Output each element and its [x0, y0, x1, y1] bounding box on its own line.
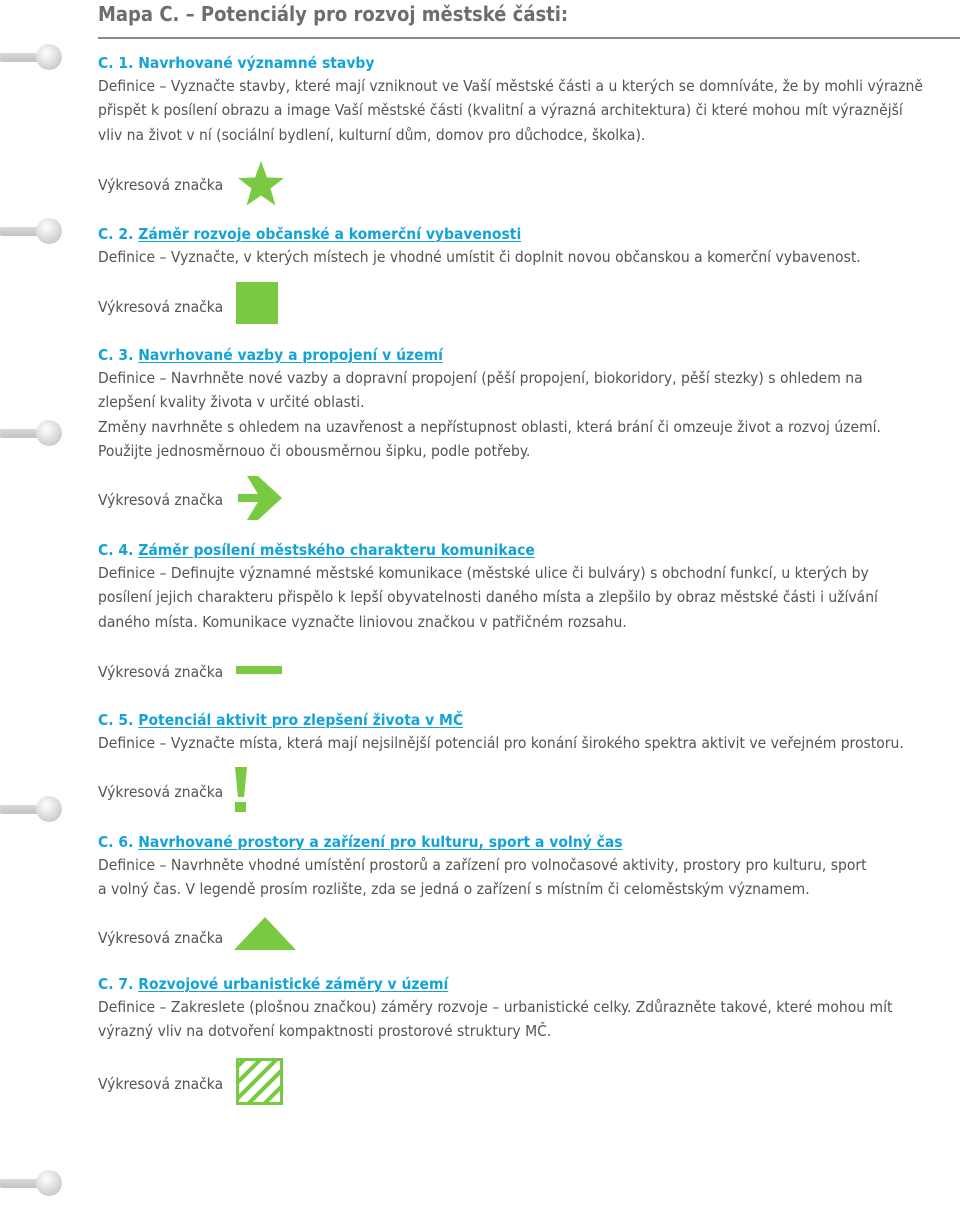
section-title: [98, 831, 960, 853]
section-definition: [98, 995, 960, 1044]
section-c2: [98, 223, 960, 269]
definition-line: daného místa. Komunikace vyznačte liniovou značkou v patřičném rozsahu.: [98, 612, 627, 631]
section-title: [98, 52, 960, 74]
star-icon: [236, 160, 286, 208]
line-icon: [236, 666, 284, 676]
definition-line: Použijte jednosměrnouo či obousměrnou šipku, podle potřeby.: [98, 442, 531, 461]
section-title: [98, 709, 960, 731]
section-definition: [98, 731, 960, 755]
binder-ring-icon: [0, 1170, 64, 1196]
definition-line: posílení jejich charakteru přispělo k lepší obyvatelnosti daného místa a zlepšilo by obraz městské části i užívání: [98, 588, 878, 607]
definition-line: Definice – Navrhněte nové vazby a dopravní propojení (pěší propojení, biokoridory, pěší stezky) s ohledem na: [98, 369, 863, 387]
triangle-icon: [234, 916, 298, 952]
section-title: [98, 973, 960, 995]
section-name: Potenciál aktivit pro zlepšení života v MČ: [138, 711, 464, 729]
definition-line: Definice – Definujte významné městské komunikace (městské ulice či bulváry) s obchodní funkcí, u kterých by: [98, 564, 869, 582]
section-c5: [98, 709, 960, 755]
definition-line: Definice – Navrhněte vhodné umístění prostorů a zařízení pro volnočasové aktivity, prostory pro kulturu, sport: [98, 856, 867, 874]
section-number: C. 2.: [98, 225, 134, 243]
definition-line: Definice – Vyznačte místa, která mají nejsilnější potenciál pro konání širokého spektra aktivit ve veřejném prostoru.: [98, 734, 904, 752]
section-c6: [98, 831, 960, 902]
section-c4: [98, 539, 960, 634]
exclamation-icon: [232, 766, 252, 814]
section-c1: [98, 52, 960, 147]
definition-line: zlepšení kvality života v určité oblasti.: [98, 393, 365, 412]
symbol-label: Výkresová značka: [98, 298, 224, 316]
symbol-label: Výkresová značka: [98, 1075, 224, 1093]
square-icon: [236, 282, 280, 326]
symbol-label: Výkresová značka: [98, 929, 224, 947]
definition-line: výrazný vliv na dotvoření kompaktnosti prostorové struktury MČ.: [98, 1022, 552, 1041]
binder-ring-icon: [0, 796, 64, 822]
section-definition: [98, 561, 960, 634]
definition-line: Definice – Zakreslete (plošnou značkou) záměry rozvoje – urbanistické celky. Zdůrazněte takové, které mohou mít: [98, 998, 893, 1016]
definition-line: vliv na život v ní (sociální bydlení, kulturní dům, domov pro důchodce, školka).: [98, 125, 646, 144]
binder-ring-icon: [0, 218, 64, 244]
page-title: Mapa C. – Potenciály pro rozvoj městské části:: [98, 2, 569, 26]
section-name: Navrhované vazby a propojení v území: [138, 346, 443, 364]
section-number: C. 4.: [98, 541, 134, 559]
symbol-label: Výkresová značka: [98, 176, 224, 194]
section-definition: [98, 245, 960, 269]
header-divider: [98, 37, 960, 39]
section-definition: [98, 853, 960, 902]
section-number: C. 7.: [98, 975, 134, 993]
section-name: Záměr rozvoje občanské a komerční vybavenosti: [138, 225, 522, 243]
section-definition: [98, 366, 960, 464]
arrow-right-icon: [234, 474, 284, 522]
definition-line: Změny navrhněte s ohledem na uzavřenost a nepřístupnost oblasti, která brání či omzeuje život a rozvoj území.: [98, 417, 881, 436]
hatched-square-icon: [236, 1058, 284, 1106]
binder-ring-icon: [0, 44, 64, 70]
section-number: C. 6.: [98, 833, 134, 851]
binder-ring-icon: [0, 420, 64, 446]
section-name: Rozvojové urbanistické záměry v území: [138, 975, 449, 993]
section-title: [98, 344, 960, 366]
definition-line: přispět k posílení obrazu a image Vaší městské části (kvalitní a výrazná architektura) či které mohou mít výraznější: [98, 101, 903, 120]
section-number: C. 1.: [98, 54, 134, 72]
symbol-label: Výkresová značka: [98, 491, 224, 509]
symbol-label: Výkresová značka: [98, 783, 224, 801]
section-c3: [98, 344, 960, 464]
section-title: [98, 223, 960, 245]
section-c7: [98, 973, 960, 1044]
section-name: Záměr posílení městského charakteru komunikace: [138, 541, 535, 559]
section-title: [98, 539, 960, 561]
section-number: C. 3.: [98, 346, 134, 364]
section-name: Navrhované významné stavby: [138, 54, 375, 72]
symbol-label: Výkresová značka: [98, 663, 224, 681]
section-name: Navrhované prostory a zařízení pro kulturu, sport a volný čas: [138, 833, 623, 851]
definition-line: Definice – Vyznačte, v kterých místech je vhodné umístit či doplnit novou občanskou a komerční vybavenost.: [98, 248, 861, 266]
definition-line: a volný čas. V legendě prosím rozlište, zda se jedná o zařízení s místním či celoměstským významem.: [98, 880, 810, 899]
section-definition: [98, 74, 960, 147]
definition-line: Definice – Vyznačte stavby, které mají vzniknout ve Vaší městské části a u kterých se domníváte, že by mohli výrazně: [98, 77, 923, 95]
section-number: C. 5.: [98, 711, 134, 729]
